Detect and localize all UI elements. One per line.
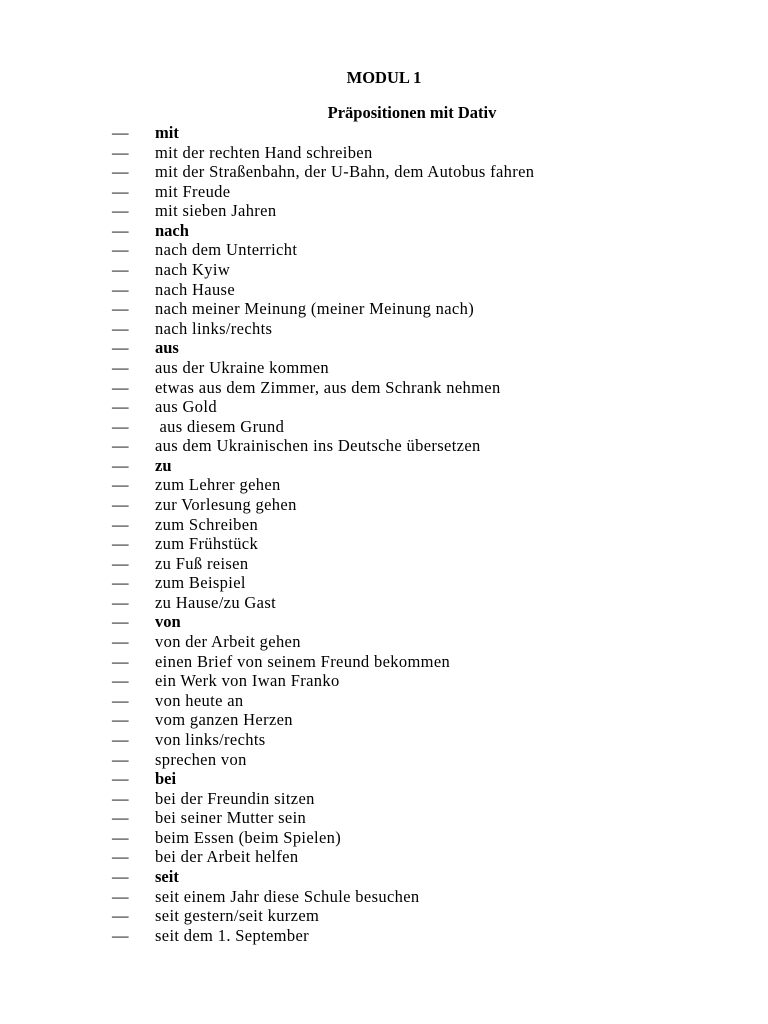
dash-bullet: — [112, 338, 129, 358]
list-item [112, 828, 732, 848]
example-text: zum Frühstück [155, 534, 259, 554]
dash-bullet: — [112, 925, 129, 945]
dash-bullet: — [112, 847, 129, 867]
dash-bullet: — [112, 416, 129, 436]
example-text: nach Kyiw [155, 260, 231, 280]
list-item [112, 926, 732, 946]
example-text: von heute an [155, 690, 244, 710]
example-text: seit gestern/seit kurzem [155, 906, 320, 926]
example-text: bei der Freundin sitzen [155, 788, 315, 808]
preposition-heading-row [112, 456, 732, 476]
preposition-heading: mit [155, 123, 179, 142]
example-text: nach links/rechts [155, 318, 273, 338]
list-item [112, 632, 732, 652]
example-text: mit sieben Jahren [155, 201, 277, 221]
example-text: von der Arbeit gehen [155, 632, 301, 652]
dash-bullet: — [112, 729, 129, 749]
example-text: mit der Straßenbahn, der U-Bahn, dem Autobus fahren [155, 162, 535, 182]
dash-bullet: — [112, 162, 129, 182]
preposition-list [112, 123, 732, 945]
preposition-heading: von [155, 612, 181, 632]
example-text: nach dem Unterricht [155, 240, 298, 260]
list-item [112, 710, 732, 730]
dash-bullet: — [112, 240, 129, 260]
dash-bullet: — [112, 494, 129, 514]
example-text: zum Lehrer gehen [155, 475, 281, 495]
dash-bullet: — [112, 514, 129, 534]
preposition-heading-row [112, 769, 732, 789]
dash-bullet: — [112, 827, 129, 847]
dash-bullet: — [112, 769, 129, 789]
dash-bullet: — [112, 397, 129, 417]
dash-bullet: — [112, 377, 129, 397]
dash-bullet: — [112, 357, 129, 377]
list-item [112, 671, 732, 691]
list-item [112, 162, 732, 182]
example-text: bei der Arbeit helfen [155, 847, 299, 867]
dash-bullet: — [112, 866, 129, 886]
list-item [112, 182, 732, 202]
example-text: nach meiner Meinung (meiner Meinung nach) [155, 299, 475, 319]
dash-bullet: — [112, 788, 129, 808]
dash-bullet: — [112, 201, 129, 221]
list-item [112, 808, 732, 828]
preposition-heading-row [112, 221, 732, 241]
example-text: zu Hause/zu Gast [155, 592, 277, 612]
example-text: etwas aus dem Zimmer, aus dem Schrank nehmen [155, 377, 501, 397]
list-item [112, 143, 732, 163]
example-text: bei seiner Mutter sein [155, 808, 307, 828]
list-item [112, 534, 732, 554]
list-item [112, 652, 732, 672]
dash-bullet: — [112, 886, 129, 906]
preposition-heading-row [112, 338, 732, 358]
list-item [112, 319, 732, 339]
dash-bullet: — [112, 808, 129, 828]
list-item [112, 789, 732, 809]
dash-bullet: — [112, 260, 129, 280]
preposition-heading-row [112, 123, 732, 143]
list-item [112, 299, 732, 319]
dash-bullet: — [112, 573, 129, 593]
module-title: MODUL 1 [346, 68, 422, 87]
example-text: einen Brief von seinem Freund bekommen [155, 651, 451, 671]
dash-bullet: — [112, 710, 129, 730]
example-text: seit einem Jahr diese Schule besuchen [155, 886, 420, 906]
preposition-heading: zu [155, 455, 172, 475]
list-item [112, 240, 732, 260]
list-item [112, 554, 732, 574]
list-item [112, 436, 732, 456]
preposition-heading: bei [155, 769, 177, 789]
list-item [112, 358, 732, 378]
list-item [112, 378, 732, 398]
list-item [112, 475, 732, 495]
example-text: beim Essen (beim Spielen) [155, 827, 342, 847]
dash-bullet: — [112, 612, 129, 632]
example-text: aus diesem Grund [155, 416, 285, 436]
dash-bullet: — [112, 123, 129, 142]
list-item [112, 495, 732, 515]
dash-bullet: — [112, 690, 129, 710]
list-item [112, 887, 732, 907]
example-text: mit der rechten Hand schreiben [155, 142, 373, 162]
example-text: von links/rechts [155, 729, 266, 749]
dash-bullet: — [112, 592, 129, 612]
preposition-heading: aus [155, 338, 179, 358]
example-text: sprechen von [155, 749, 247, 769]
dash-bullet: — [112, 318, 129, 338]
dash-bullet: — [112, 181, 129, 201]
example-text: seit dem 1. September [155, 925, 309, 945]
dash-bullet: — [112, 279, 129, 299]
list-item [112, 515, 732, 535]
dash-bullet: — [112, 475, 129, 495]
example-text: ein Werk von Iwan Franko [155, 671, 340, 691]
list-item [112, 201, 732, 221]
list-item [112, 280, 732, 300]
dash-bullet: — [112, 906, 129, 926]
dash-bullet: — [112, 632, 129, 652]
list-item [112, 573, 732, 593]
dash-bullet: — [112, 553, 129, 573]
dash-bullet: — [112, 455, 129, 475]
example-text: zur Vorlesung gehen [155, 494, 297, 514]
example-text: nach Hause [155, 279, 236, 299]
dash-bullet: — [112, 651, 129, 671]
preposition-heading: seit [155, 866, 179, 886]
dash-bullet: — [112, 671, 129, 691]
list-item [112, 260, 732, 280]
example-text: vom ganzen Herzen [155, 710, 293, 730]
example-text: zum Beispiel [155, 573, 246, 593]
section-title: Präpositionen mit Dativ [327, 103, 497, 122]
dash-bullet: — [112, 142, 129, 162]
example-text: mit Freude [155, 181, 231, 201]
list-item [112, 691, 732, 711]
dash-bullet: — [112, 299, 129, 319]
dash-bullet: — [112, 534, 129, 554]
list-item [112, 750, 732, 770]
list-item [112, 730, 732, 750]
list-item [112, 847, 732, 867]
example-text: zum Schreiben [155, 514, 259, 534]
preposition-heading-row [112, 867, 732, 887]
list-item [112, 397, 732, 417]
list-item [112, 593, 732, 613]
example-text: zu Fuß reisen [155, 553, 249, 573]
example-text: aus dem Ukrainischen ins Deutsche übersetzen [155, 436, 481, 456]
list-item [112, 417, 732, 437]
preposition-heading-row [112, 612, 732, 632]
dash-bullet: — [112, 436, 129, 456]
dash-bullet: — [112, 220, 129, 240]
list-item [112, 906, 732, 926]
example-text: aus Gold [155, 397, 217, 417]
example-text: aus der Ukraine kommen [155, 357, 330, 377]
preposition-heading: nach [155, 220, 189, 240]
dash-bullet: — [112, 749, 129, 769]
